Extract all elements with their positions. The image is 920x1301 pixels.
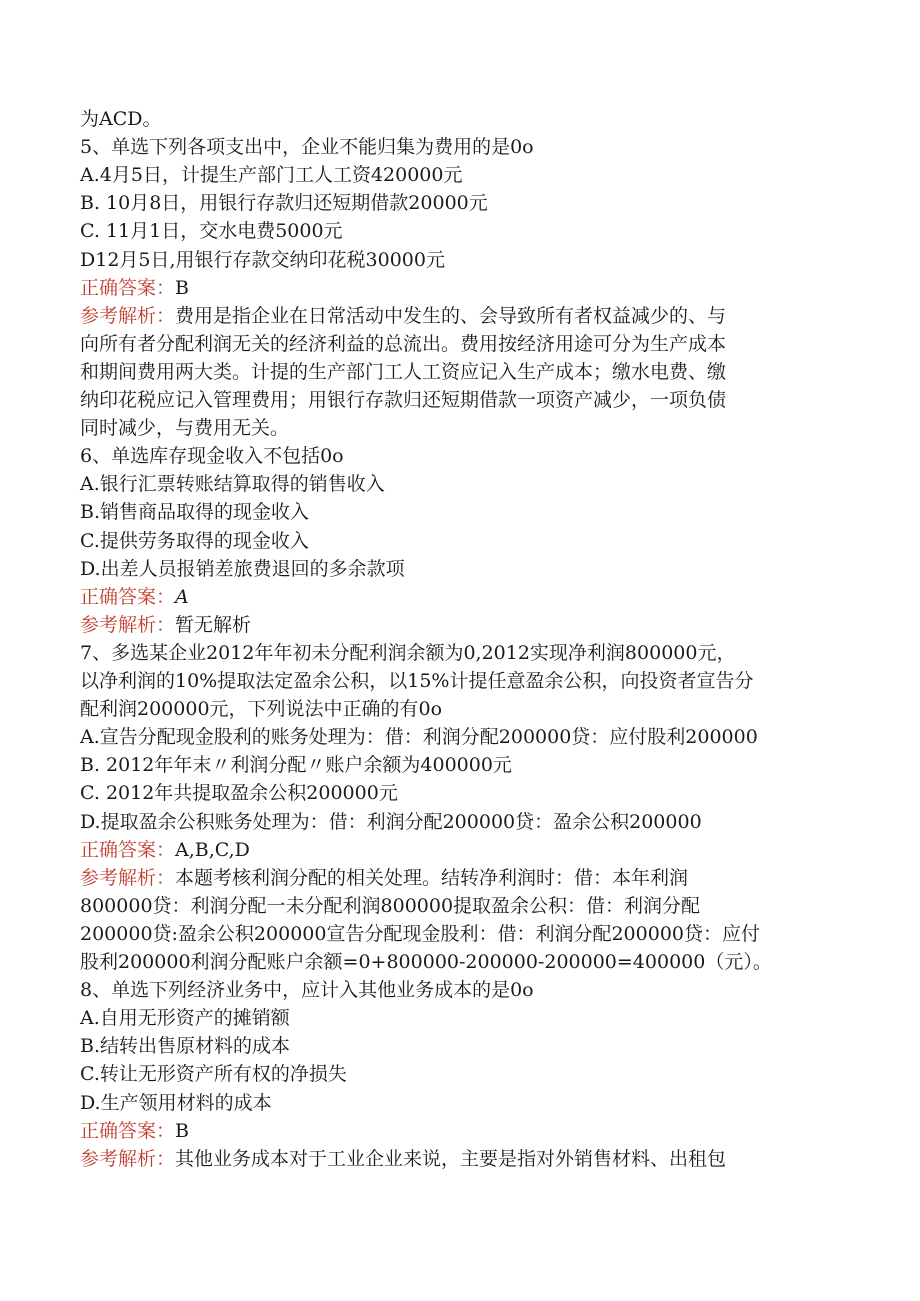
line-text: B.结转出售原材料的成本 [80, 1035, 291, 1058]
line-text: C. 11月1日，交水电费5000元 [80, 220, 343, 243]
line-text: A.自用无形资产的摊销额 [80, 1007, 290, 1030]
line-text: 5、单选下列各项支出中，企业不能归集为费用的是0o [80, 136, 534, 159]
line-text: B. 2012年年末〃利润分配〃账户余额为400000元 [80, 754, 512, 777]
line-label: 正确答案： [80, 838, 176, 861]
text-line [80, 247, 445, 273]
line-text: A.4月5日，计提生产部门工人工资420000元 [80, 164, 463, 187]
line-text: 向所有者分配利润无关的经济利益的总流出。费用按经济用途可分为生产成本 [80, 332, 727, 355]
text-line [80, 1061, 347, 1087]
text-line [80, 331, 726, 357]
line-text: 以净利润的10%提取法定盈余公积，以15%计提任意盈余公积，向投资者宣告分 [80, 670, 754, 692]
answer-line [80, 837, 250, 863]
line-text: B [175, 276, 189, 299]
text-line [80, 640, 735, 666]
line-text: 暂无解析 [175, 613, 252, 636]
text-line [80, 1005, 290, 1031]
text-line [80, 977, 534, 1003]
line-text: B [175, 1119, 189, 1142]
line-text: 费用是指企业在日常活动中发生的、会导致所有者权益减少的、与 [175, 304, 727, 327]
text-line [80, 106, 162, 132]
line-label: 正确答案： [80, 276, 176, 299]
text-line [80, 724, 758, 750]
line-text: B.销售商品取得的现金收入 [80, 501, 310, 524]
line-text: A.银行汇票转账结算取得的销售收入 [80, 473, 385, 496]
line-text: 配利润200000元，下列说法中正确的有0o [80, 698, 443, 721]
line-label: 参考解析： [80, 613, 176, 636]
line-text: D.提取盈余公积账务处理为：借：利润分配200000贷：盈余公积200000 [80, 810, 702, 833]
explanation-line [80, 612, 251, 638]
text-line [80, 1090, 272, 1116]
answer-line [80, 275, 189, 301]
text-line [80, 359, 726, 385]
line-text: 股利200000利润分配账户余额=0+800000-200000-200000=400000（元）。 [80, 951, 772, 973]
line-text: 8、单选下列经济业务中，应计入其他业务成本的是0o [80, 979, 534, 1002]
text-line [80, 921, 760, 947]
line-text: 纳印花税应记入管理费用；用银行存款归还短期借款一项资产减少，一项负债 [80, 389, 727, 411]
text-line [80, 1033, 290, 1059]
line-text: C. 2012年共提取盈余公积200000元 [80, 782, 398, 805]
text-line [80, 780, 398, 806]
line-label: 正确答案： [80, 1119, 176, 1142]
line-text: 6、单选库存现金收入不包括0o [80, 445, 344, 468]
line-label: 参考解析： [80, 304, 176, 327]
text-line [80, 696, 442, 722]
explanation-line [80, 303, 726, 329]
line-text: C.提供劳务取得的现金收入 [80, 529, 309, 552]
line-text: C.转让无形资产所有权的净损失 [80, 1063, 347, 1086]
answer-line [80, 1118, 189, 1144]
text-line [80, 415, 289, 441]
text-line [80, 752, 512, 778]
text-line [80, 893, 700, 919]
text-line [80, 528, 309, 554]
line-text: A [175, 585, 189, 608]
text-line [80, 471, 385, 497]
line-text: D.出差人员报销差旅费退回的多余款项 [80, 557, 405, 580]
text-line [80, 499, 309, 525]
text-line [80, 387, 726, 413]
line-text: 其他业务成本对于工业企业来说，主要是指对外销售材料、出租包 [175, 1147, 727, 1170]
line-text: 7、多选某企业2012年年初未分配利润余额为0,2012实现净利润800000元， [80, 641, 736, 664]
text-line [80, 443, 344, 469]
line-text: 200000贷:盈余公积200000宣告分配现金股利：借：利润分配200000贷：应付 [80, 922, 760, 945]
line-text: A,B,C,D [175, 838, 250, 861]
line-label: 参考解析： [80, 1147, 176, 1170]
line-label: 参考解析： [80, 866, 176, 889]
line-text: D12月5日,用银行存款交纳印花税30000元 [80, 248, 445, 271]
line-text: D.生产领用材料的成本 [80, 1091, 272, 1114]
text-line [80, 668, 753, 694]
line-text: 本题考核利润分配的相关处理。结转净利润时：借：本年利润 [175, 866, 689, 889]
line-text: 和期间费用两大类。计提的生产部门工人工资应记入生产成本；缴水电费、缴 [80, 360, 727, 383]
text-line [80, 218, 343, 244]
explanation-line [80, 1146, 726, 1172]
answer-line [80, 584, 189, 610]
text-line [80, 190, 488, 216]
line-text: 800000贷：利润分配一未分配利润800000提取盈余公积：借：利润分配 [80, 894, 701, 917]
text-line [80, 556, 405, 582]
line-text: B. 10月8日，用银行存款归还短期借款20000元 [80, 192, 488, 215]
text-line [80, 949, 772, 975]
text-line [80, 809, 702, 835]
line-text: 为ACD。 [80, 108, 162, 130]
line-text: A.宣告分配现金股利的账务处理为：借：利润分配200000贷：应付股利200000 [80, 726, 758, 749]
text-line [80, 162, 462, 188]
text-line [80, 134, 534, 160]
line-label: 正确答案： [80, 585, 176, 608]
explanation-line [80, 865, 688, 891]
line-text: 同时减少，与费用无关。 [80, 417, 290, 440]
